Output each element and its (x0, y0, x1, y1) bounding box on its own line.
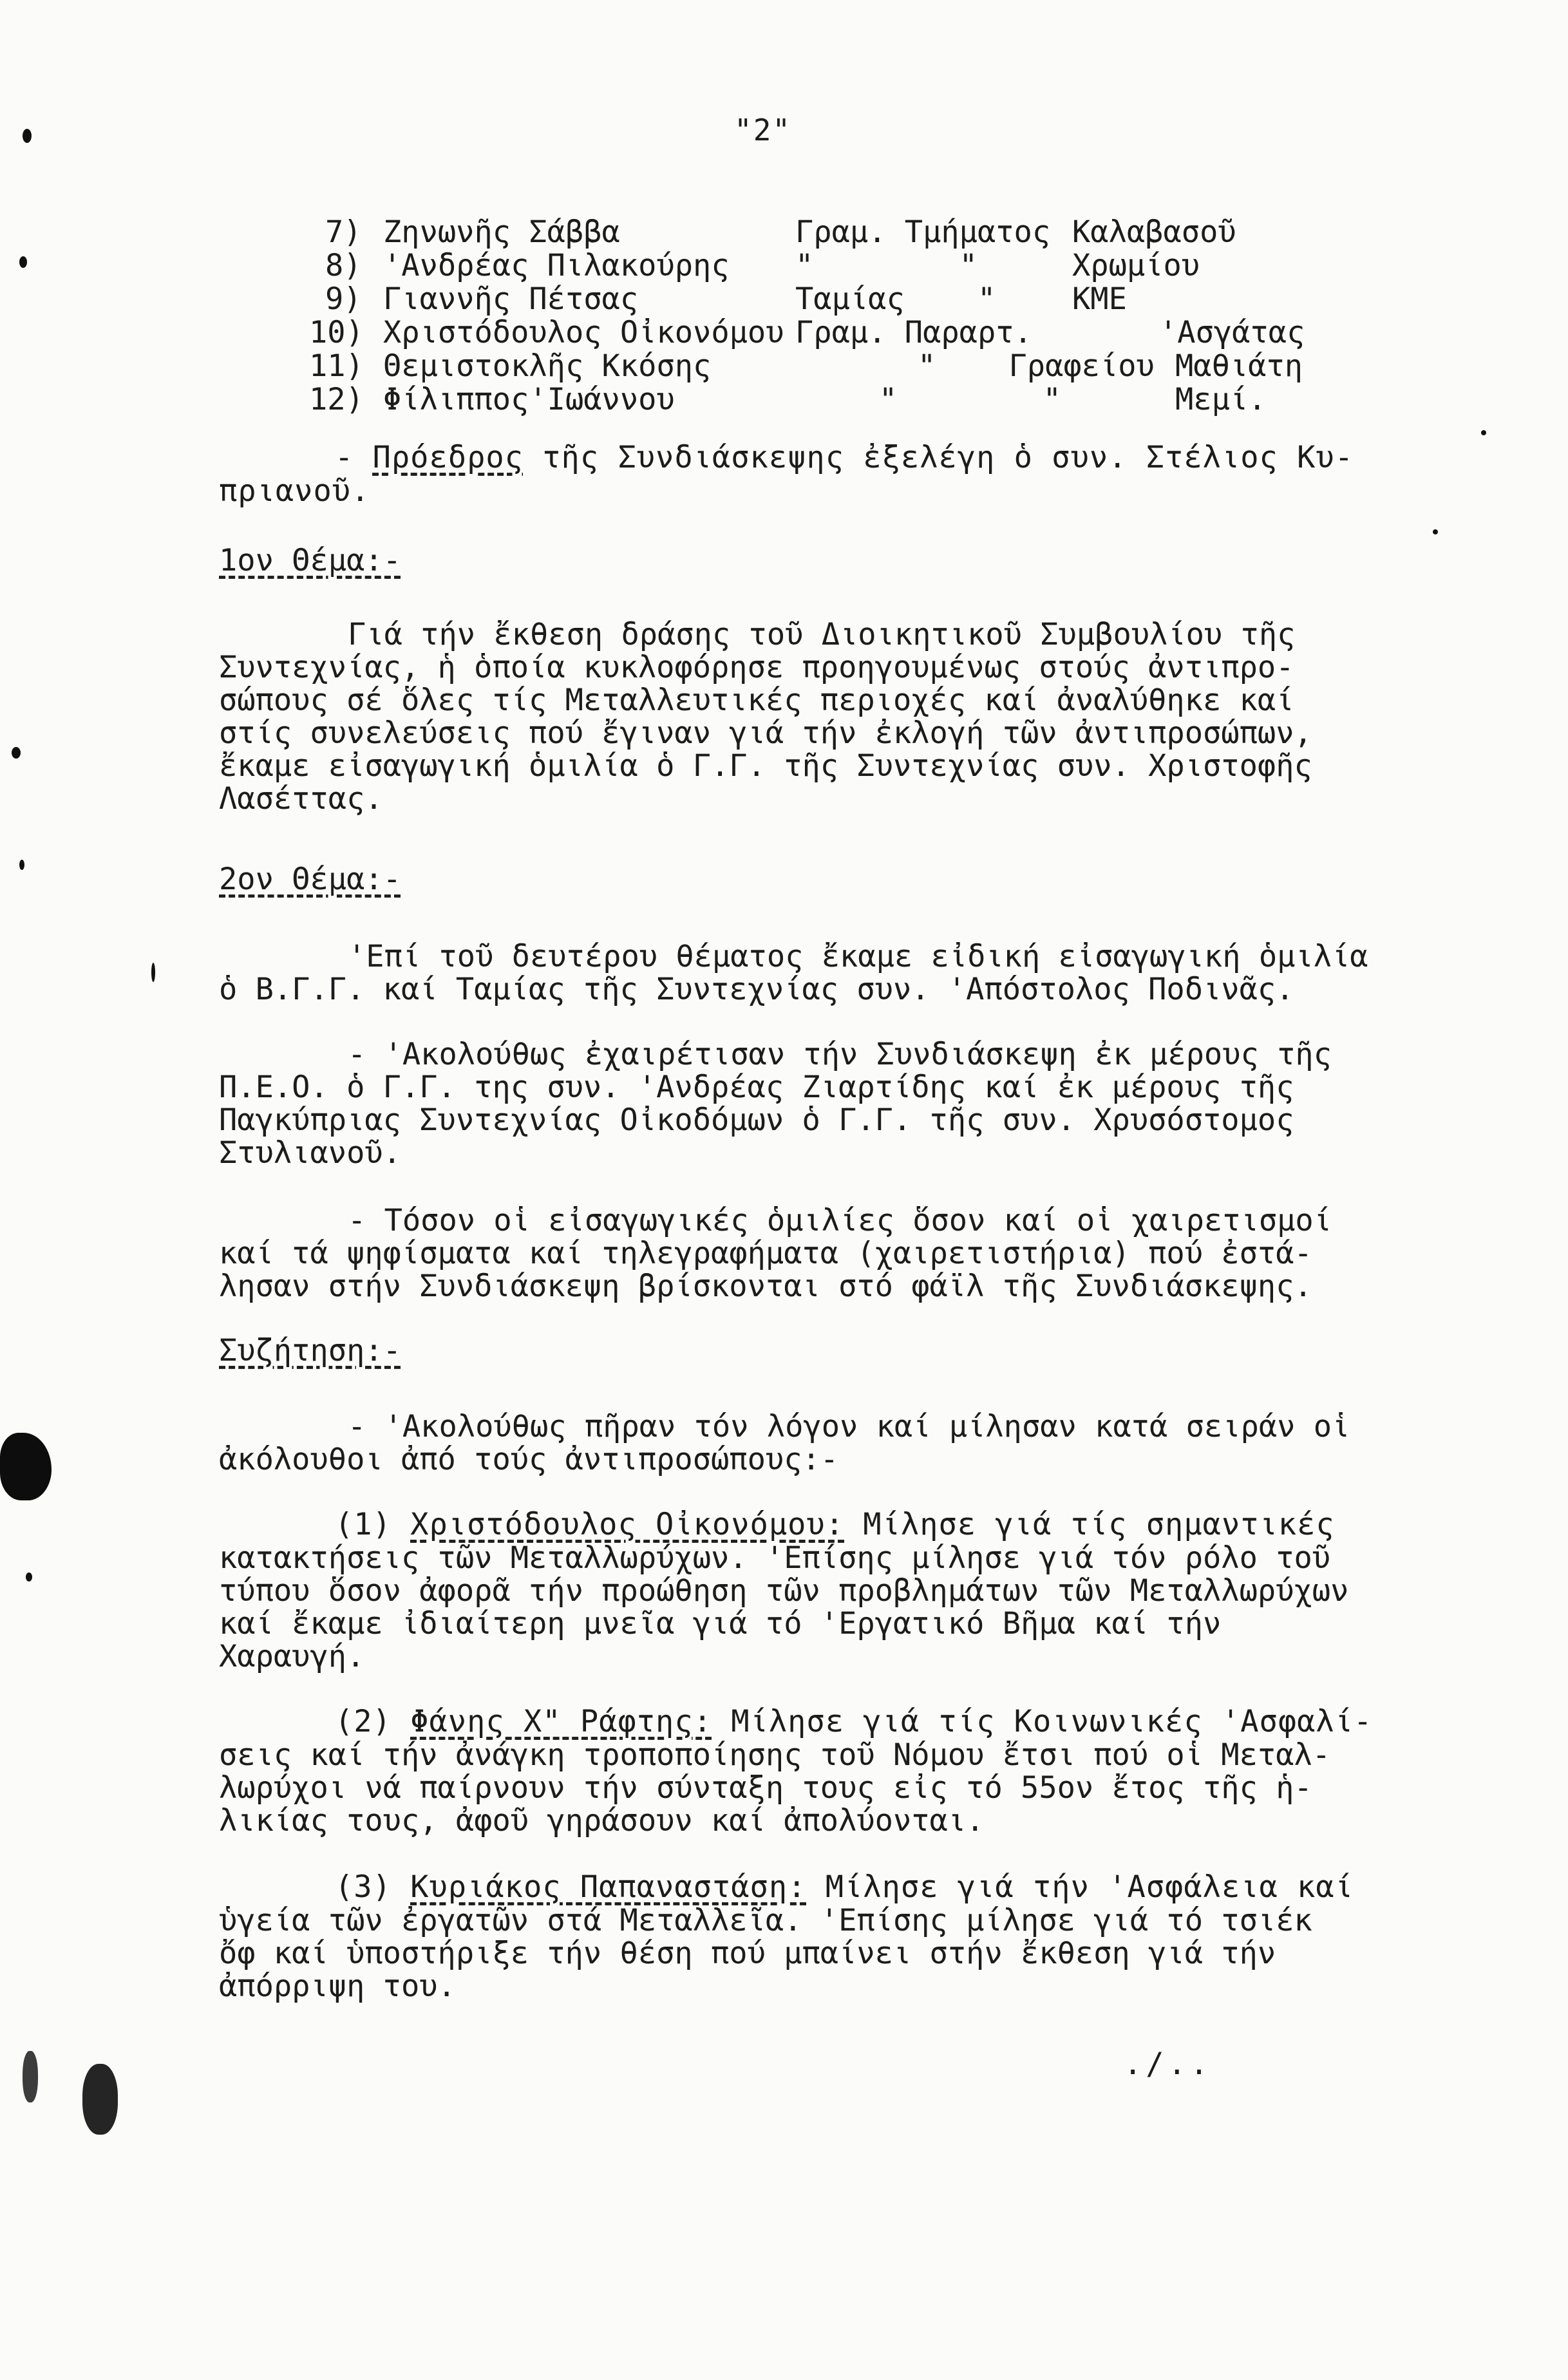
scan-blot (0, 1433, 52, 1500)
president-label: Πρόεδρος (372, 440, 524, 475)
speaker-text: Μίλησε γιά τίς σημαντικές (844, 1507, 1335, 1542)
member-name: Γιαννῆς Πέτσας (383, 281, 639, 317)
member-row (309, 348, 1303, 384)
member-row (325, 248, 1200, 283)
speaker-1-text: κατακτήσεις τῶν Μεταλλωρύχων. 'Επίσης μίλησε γιά τόν ρόλο τοῦ τύπου ὅσον ἀφορᾶ τήν προώθηση τῶν προβλημάτων τῶν Μεταλλωρύχων καί ἔκαμε ἰδιαίτερη μνεῖα γιά τό 'Εργατικό Βῆμα καί τήν Χαραυγή. (219, 1540, 1349, 1674)
discussion-heading: Συζήτηση:- (219, 1333, 401, 1368)
speaker-number: (1) (335, 1507, 411, 1542)
discussion-intro: - 'Ακολούθως πῆραν τόν λόγον καί μίλησαν κατά σειράν οἱ ἀκόλουθοι ἀπό τούς ἀντιπροσώπους:- (219, 1409, 1350, 1477)
member-number: 7) (325, 214, 362, 250)
member-row (325, 214, 1236, 250)
scan-blot (23, 2051, 38, 2102)
member-place: Μεμί. (1175, 382, 1267, 417)
speaker-3-text: ὑγεία τῶν ἐργατῶν στά Μεταλλεῖα. 'Επίσης μίλησε γιά τό τσιέκ ὄφ καί ὑποστήριξε τήν θέση πού μπαίνει στήν ἔκθεση γιά τήν ἀπόρριψη του. (219, 1903, 1312, 2004)
member-name: Ζηνωνῆς Σάββα (383, 214, 620, 250)
president-line (335, 441, 1354, 475)
speaker-2-text: σεις καί τήν ἀνάγκη τροποποίησης τοῦ Νόμου ἔτσι πού οἱ Μεταλ- λωρύχοι νά παίρνουν τήν σύνταξη τους εἰς τό 55ον ἔτος τῆς ἡ- λικίας τους, ἀφοῦ γηράσουν καί ἀπολύονται. (219, 1737, 1331, 1838)
member-name: Φίλιππος'Ιωάννου (383, 382, 675, 417)
topic-2-heading: 2ον Θέμα:- (219, 862, 401, 897)
member-name: Χριστόδουλος Οἰκονόμου (383, 315, 784, 350)
scan-speck (12, 747, 21, 759)
scan-speck (1481, 430, 1486, 435)
scan-speck (151, 963, 155, 982)
member-name: Θεμιστοκλῆς Κκόσης (383, 348, 712, 384)
member-row (309, 382, 1267, 417)
speaker-2-line (335, 1705, 1372, 1739)
member-name: 'Ανδρέας Πιλακούρης (383, 248, 730, 283)
speaker-number: (2) (335, 1704, 411, 1739)
greetings-text: - 'Ακολούθως ἐχαιρέτισαν τήν Συνδιάσκεψη ἐκ μέρους τῆς Π.Ε.Ο. ὁ Γ.Γ. της συν. 'Ανδρέας Ζιαρτίδης καί ἐκ μέρους τῆς Παγκύπριας Συντεχνίας Οἰκοδόμων ὁ Γ.Γ. τῆς συν. Χρυσόστομος Στυλιανοῦ. (219, 1037, 1332, 1171)
speaker-name: Χριστόδουλος Οἰκονόμου: (410, 1507, 845, 1542)
member-place: Καλαβασοῦ (1072, 214, 1236, 250)
member-role: Ταμίας " (795, 281, 996, 317)
scan-blot (82, 2064, 118, 2135)
member-role: " " (795, 248, 978, 283)
scan-speck (26, 1572, 32, 1582)
member-number: 12) (309, 382, 364, 417)
president-line-2: πριανοῦ. (219, 473, 370, 509)
members-list (309, 214, 1305, 417)
member-place: Μαθιάτη (1175, 348, 1303, 384)
topic-1-heading: 1ον Θέμα:- (219, 543, 401, 578)
speaker-number: (3) (335, 1869, 411, 1905)
member-number: 11) (309, 348, 364, 384)
member-role: " Γραφείου (918, 348, 1155, 384)
member-number: 8) (325, 248, 362, 283)
member-place: Χρωμίου (1072, 248, 1200, 283)
scan-speck (23, 129, 32, 143)
member-number: 9) (325, 281, 362, 317)
speaker-3-line (335, 1871, 1354, 1904)
member-role: " " (879, 382, 1061, 417)
scan-speck (1433, 529, 1438, 534)
member-role: Γραμ. Τμήματος (795, 214, 1051, 250)
topic-2-text: 'Επί τοῦ δευτέρου θέματος ἔκαμε εἰδική εἰσαγωγική ὁμιλία ὁ Β.Γ.Γ. καί Ταμίας τῆς Συντεχνίας συν. 'Απόστολος Ποδινᾶς. (219, 939, 1368, 1007)
speaker-name: Κυριάκος Παπαναστάση: (410, 1869, 807, 1905)
page-number: "2" (734, 113, 792, 147)
speaker-name: Φάνης Χ" Ράφτης: (410, 1704, 712, 1739)
president-text: τῆς Συνδιάσκεψης ἐξελέγη ὁ συν. Στέλιος Κυ- (523, 440, 1354, 475)
member-row (325, 281, 1127, 317)
president-prefix: - (335, 440, 373, 475)
continuation-mark: ./.. (1124, 2046, 1213, 2082)
member-number: 10) (309, 315, 364, 350)
member-row (309, 315, 1305, 350)
speaker-text: Μίλησε γιά τήν 'Ασφάλεια καί (806, 1869, 1354, 1905)
scan-speck (19, 860, 24, 870)
member-place: ΚΜΕ (1072, 281, 1127, 317)
member-role: Γραμ. Παραρτ. (795, 315, 1032, 350)
speaker-1-line (335, 1508, 1335, 1542)
speeches-text: - Τόσον οἱ εἰσαγωγικές ὁμιλίες ὅσον καί οἱ χαιρετισμοί καί τά ψηφίσματα καί τηλεγραφήματα (χαιρετιστήρια) πού ἐστά- λησαν στήν Συνδιάσκεψη βρίσκονται στό φάϊλ τῆς Συνδιάσκεψης. (219, 1203, 1332, 1304)
topic-1-text: Γιά τήν ἔκθεση δράσης τοῦ Διοικητικοῦ Συμβουλίου τῆς Συντεχνίας, ἡ ὁποία κυκλοφόρησε προηγουμένως στούς ἀντιπρο- σώπους σέ ὅλες τίς Μεταλλευτικές περιοχές καί ἀναλύθηκε καί στίς συνελεύσεις πού ἔγιναν γιά τήν ἐκλογή τῶν ἀντιπροσώπων, ἔκαμε εἰσαγωγική ὁμιλία ὁ Γ.Γ. τῆς Συντεχνίας συν. Χριστοφῆς Λασέττας. (219, 617, 1312, 817)
member-place: 'Ασγάτας (1159, 315, 1305, 350)
scan-speck (19, 256, 27, 268)
speaker-text: Μίλησε γιά τίς Κοινωνικές 'Ασφαλί- (712, 1704, 1373, 1739)
